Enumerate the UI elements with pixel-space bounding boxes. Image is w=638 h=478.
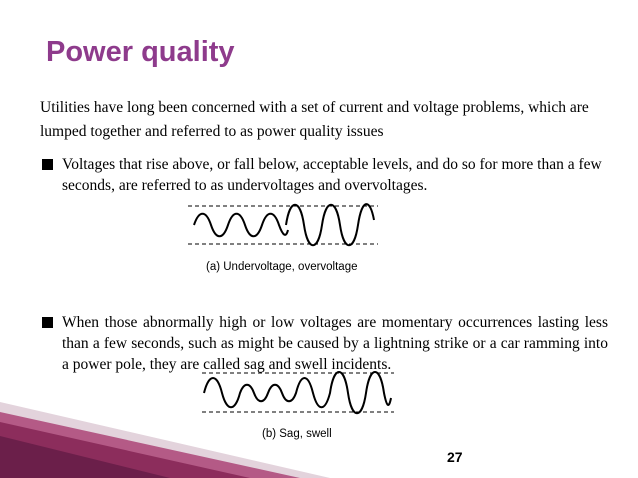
slide-title: Power quality bbox=[46, 36, 235, 68]
bullet-text: When those abnormally high or low voltages are momentary occurrences lasting less than a few seconds, such as might be caused by a lightning strike or a car ramming into a power pole, they are called sag and swell incidents. bbox=[62, 314, 608, 373]
figure-b-caption: (b) Sag, swell bbox=[262, 428, 332, 440]
figure-a-caption: (a) Undervoltage, overvoltage bbox=[206, 261, 358, 273]
intro-paragraph: Utilities have long been concerned with a set of current and voltage problems, which are lumped together and referred to as power quality issues bbox=[40, 99, 589, 140]
page-number: 27 bbox=[447, 449, 463, 465]
bullet-text: Voltages that rise above, or fall below, acceptable levels, and do so for more than a few seconds, are referred to as undervoltages and overvoltages. bbox=[62, 156, 602, 194]
